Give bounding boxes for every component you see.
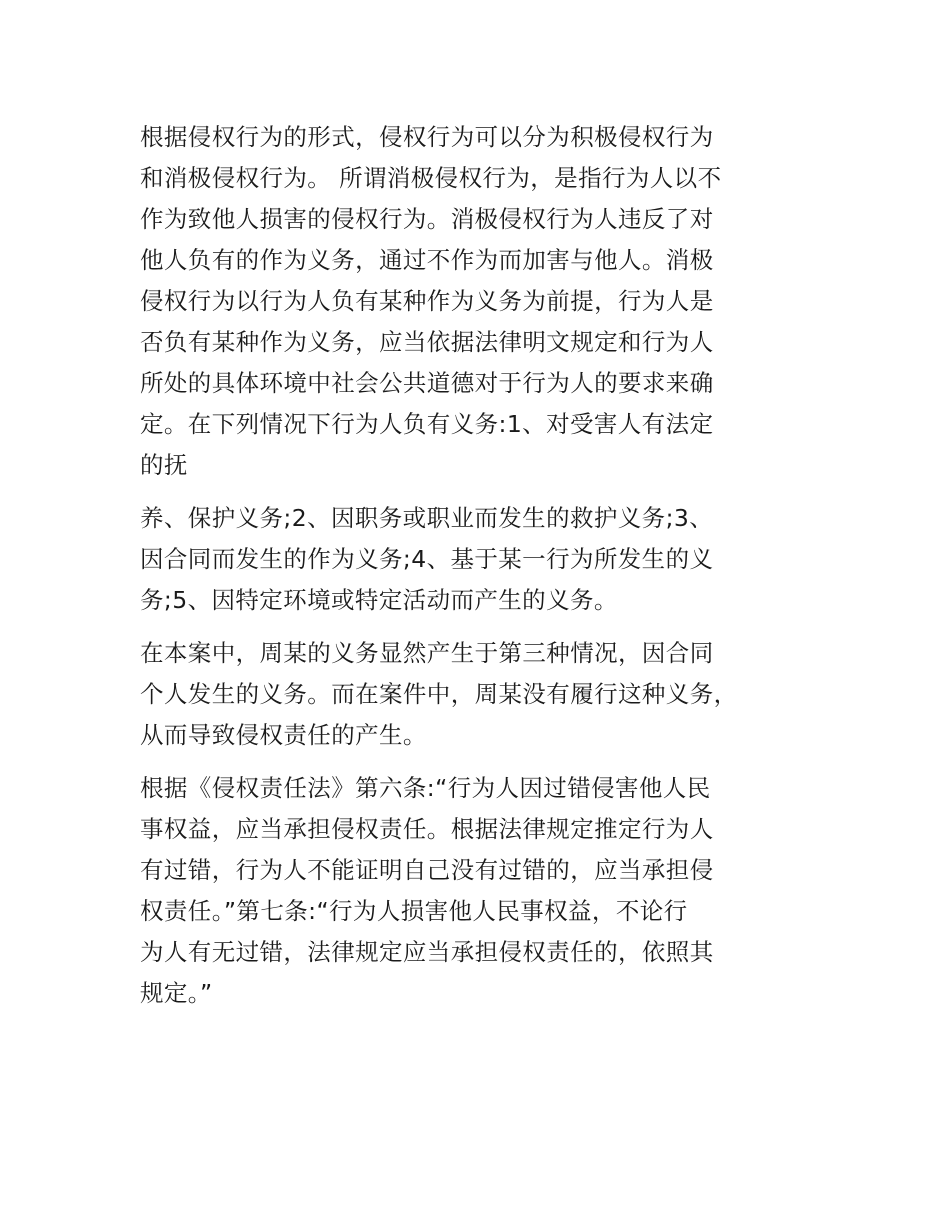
- paragraph-tort-forms: [140, 117, 812, 486]
- text-line: 有过错，行为人不能证明自己没有过错的，应当承担侵: [140, 856, 714, 884]
- text-line: 定。在下列情况下行为人负有义务:1、对受害人有法定: [140, 410, 714, 438]
- text-line: 权责任。”第七条:“行为人损害他人民事权益，不论行: [140, 897, 688, 925]
- text-line: 侵权行为以行为人负有某种作为义务为前提，行为人是: [140, 287, 714, 315]
- text-line: 根据《侵权责任法》第六条:“行为人因过错侵害他人民: [140, 774, 711, 802]
- paragraph-law-citation: [140, 768, 812, 1014]
- paragraph-case-analysis: [140, 633, 812, 756]
- text-line: 为人有无过错，法律规定应当承担侵权责任的，依照其: [140, 938, 714, 966]
- text-line: 养、保护义务;2、因职务或职业而发生的救护义务;3、: [140, 504, 714, 532]
- text-line: 和消极侵权行为。 所谓消极侵权行为，是指行为人以不: [140, 164, 722, 192]
- text-line: 的抚: [140, 451, 188, 479]
- text-line: 务;5、因特定环境或特定活动而产生的义务。: [140, 586, 618, 614]
- text-line: 在本案中，周某的义务显然产生于第三种情况，因合同: [140, 639, 714, 667]
- document-body: [140, 117, 812, 1026]
- text-line: 根据侵权行为的形式，侵权行为可以分为积极侵权行为: [140, 123, 714, 151]
- text-line: 个人发生的义务。而在案件中，周某没有履行这种义务，: [140, 680, 738, 708]
- text-line: 事权益，应当承担侵权责任。根据法律规定推定行为人: [140, 815, 714, 843]
- text-line: 从而导致侵权责任的产生。: [140, 721, 427, 749]
- text-line: 所处的具体环境中社会公共道德对于行为人的要求来确: [140, 369, 714, 397]
- text-line: 作为致他人损害的侵权行为。消极侵权行为人违反了对: [140, 205, 714, 233]
- text-line: 否负有某种作为义务，应当依据法律明文规定和行为人: [140, 328, 714, 356]
- text-line: 因合同而发生的作为义务;4、基于某一行为所发生的义: [140, 545, 714, 573]
- paragraph-duty-list: [140, 498, 812, 621]
- text-line: 规定。”: [140, 979, 213, 1007]
- text-line: 他人负有的作为义务，通过不作为而加害与他人。消极: [140, 246, 714, 274]
